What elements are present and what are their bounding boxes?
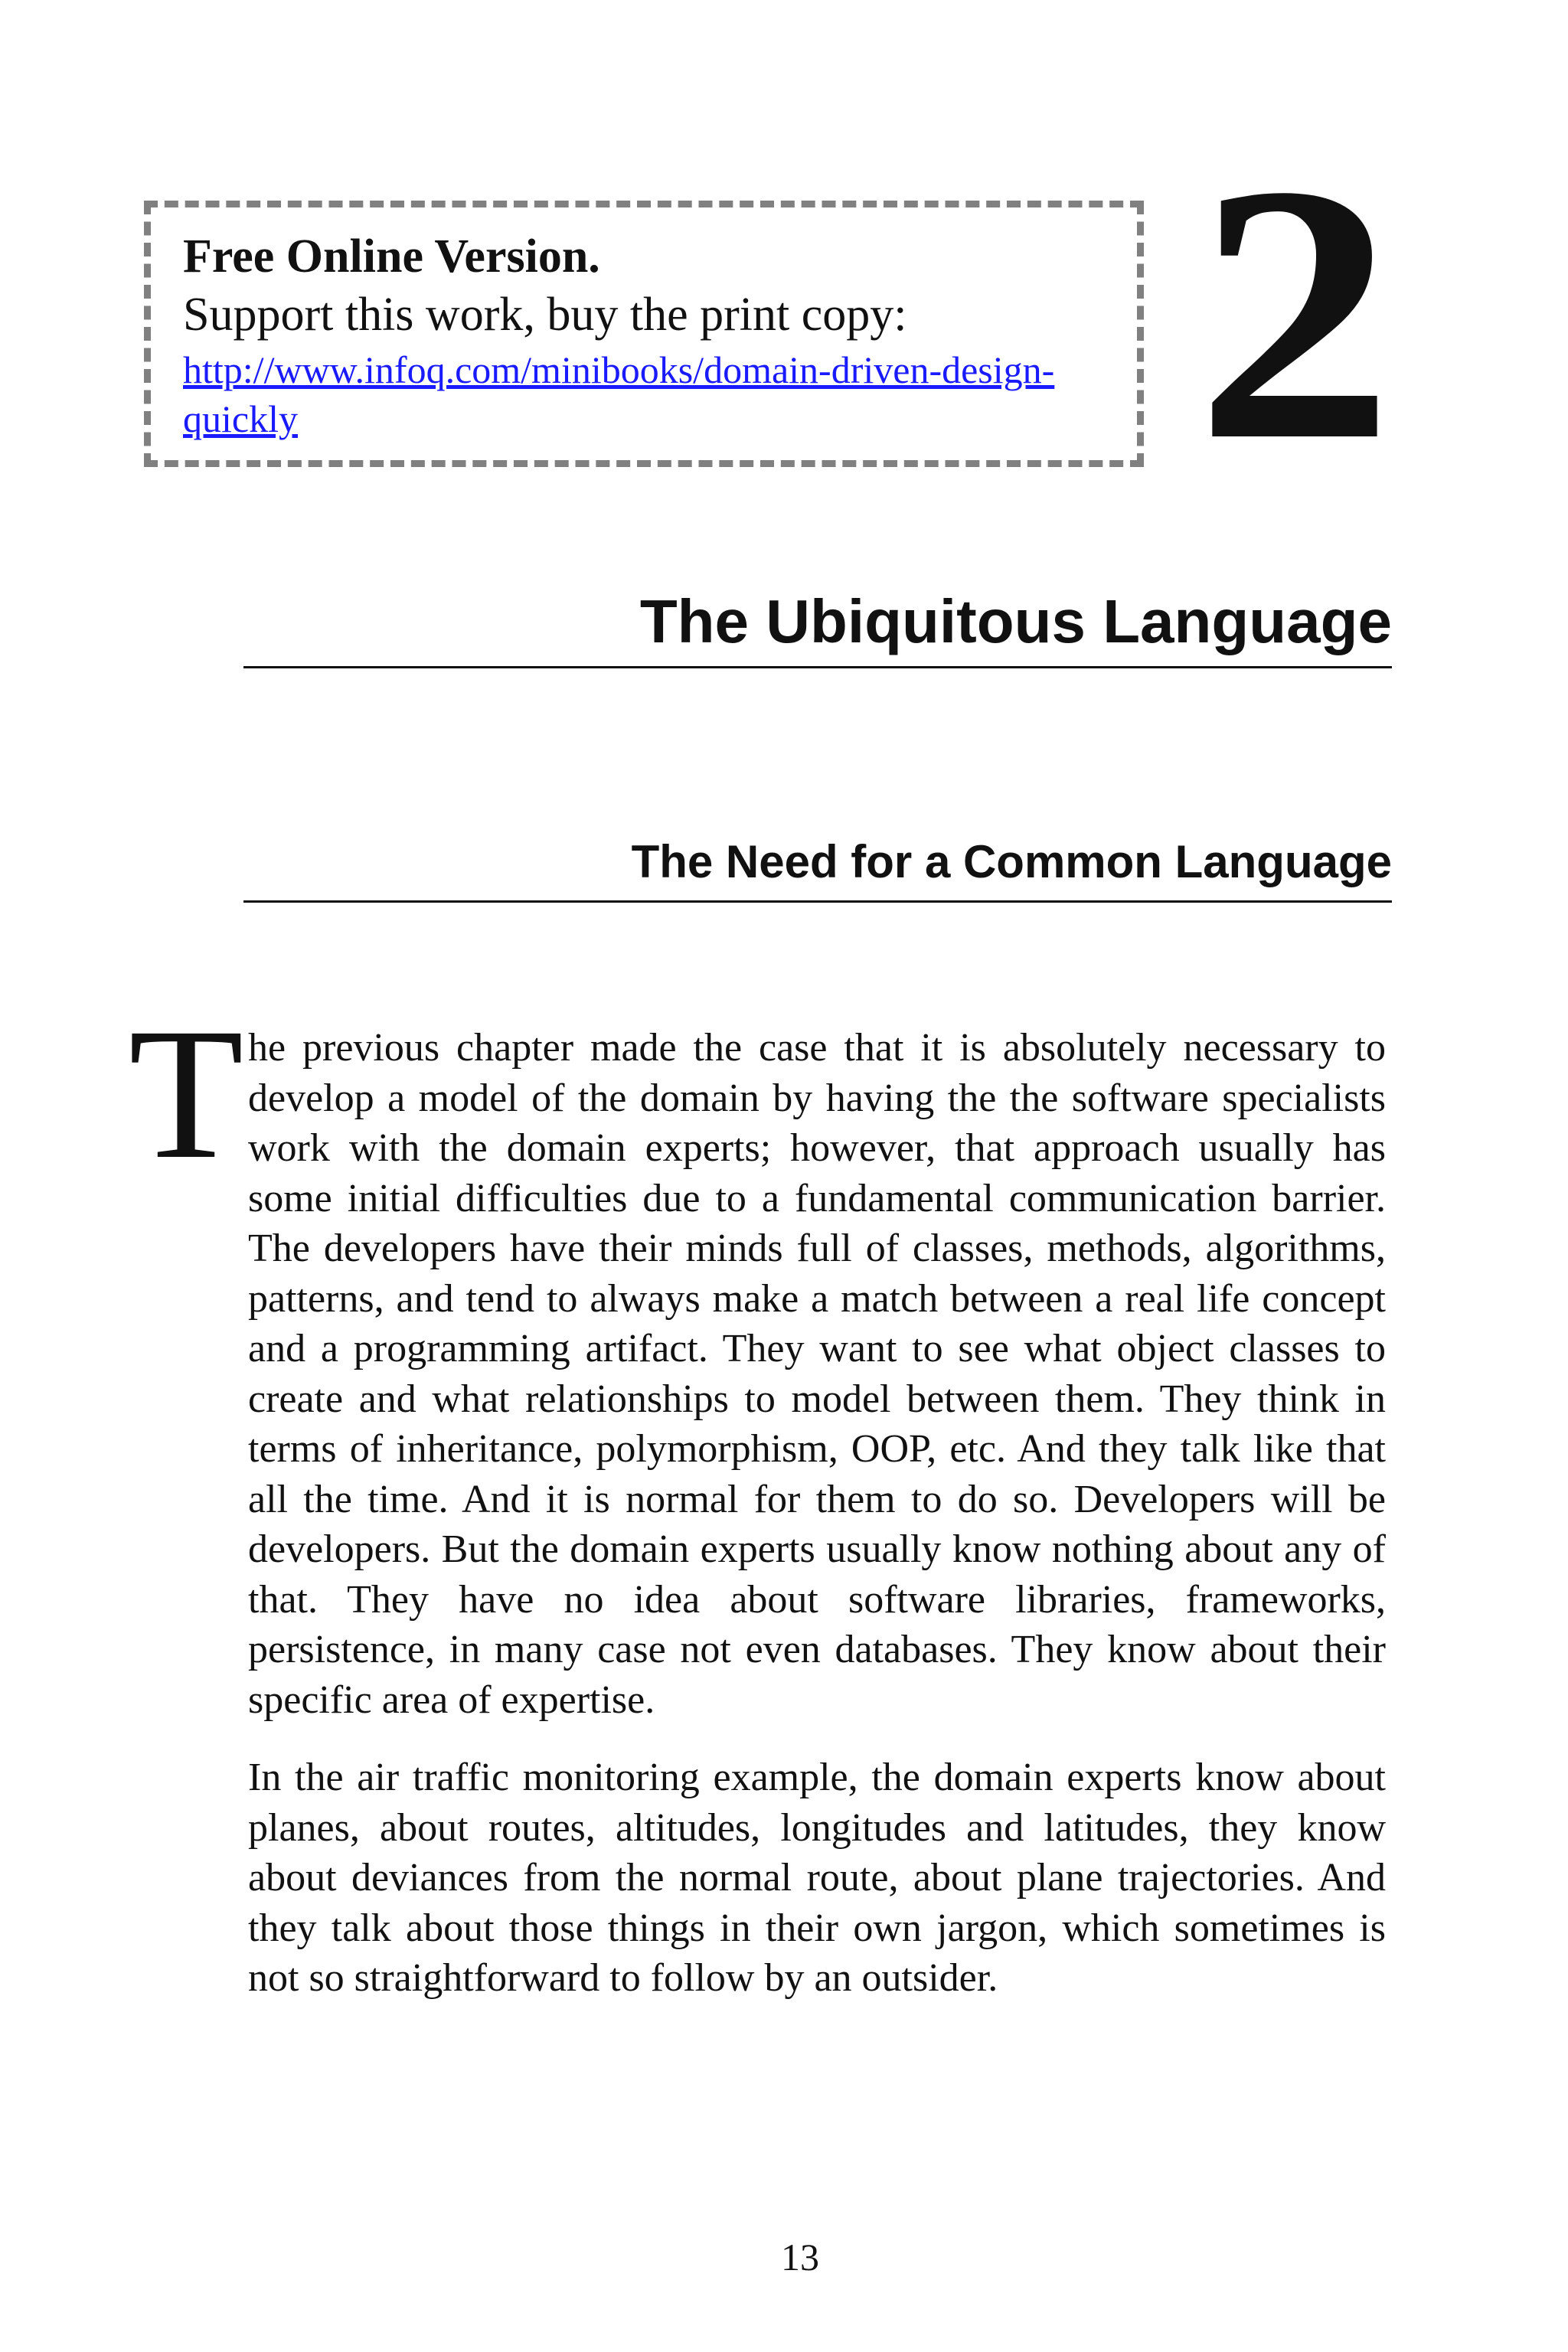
body-text [248, 1023, 1386, 2004]
promo-box [144, 201, 1144, 467]
section-title: The Need for a Common Language [243, 831, 1392, 903]
paragraph-1: he previous chapter made the case that it is absolutely necessary to develop a model of the domain by having the the software specialists work with the domain experts; however, that approach usually has some initial difficulties due to a fundamental communication barrier. The developers have their minds full of classes, methods, algorithms, patterns, and tend to always make a match between a real life concept and a programming artifact. They want to see what object classes to create and what relationships to model between them. They think in terms of inheritance, polymorphism, OOP, etc. And they talk like that all the time. And it is normal for them to do so. Developers will be developers. But the domain experts usually know nothing about any of that. They have no idea about software libraries, frameworks, persistence, in many case not even databases. They know about their specific area of expertise. [248, 1026, 1386, 1722]
paragraph-2: In the air traffic monitoring example, the domain experts know about planes, about routes, altitudes, longitudes and latitudes, they know about deviances from the normal route, about plane trajectories. And they talk about those things in their own jargon, which sometimes is not so straightforward to follow by an outsider. [248, 1756, 1386, 2000]
drop-cap: T [129, 990, 244, 1198]
page-number: 13 [781, 2236, 819, 2278]
promo-title: Free Online Version. [183, 230, 600, 283]
promo-support-text: Support this work, buy the print copy: [183, 289, 907, 341]
print-copy-link[interactable]: http://www.infoq.com/minibooks/domain-driven-design-quickly [183, 348, 1055, 440]
chapter-title: The Ubiquitous Language [243, 583, 1392, 668]
chapter-number: 2 [1195, 109, 1386, 516]
